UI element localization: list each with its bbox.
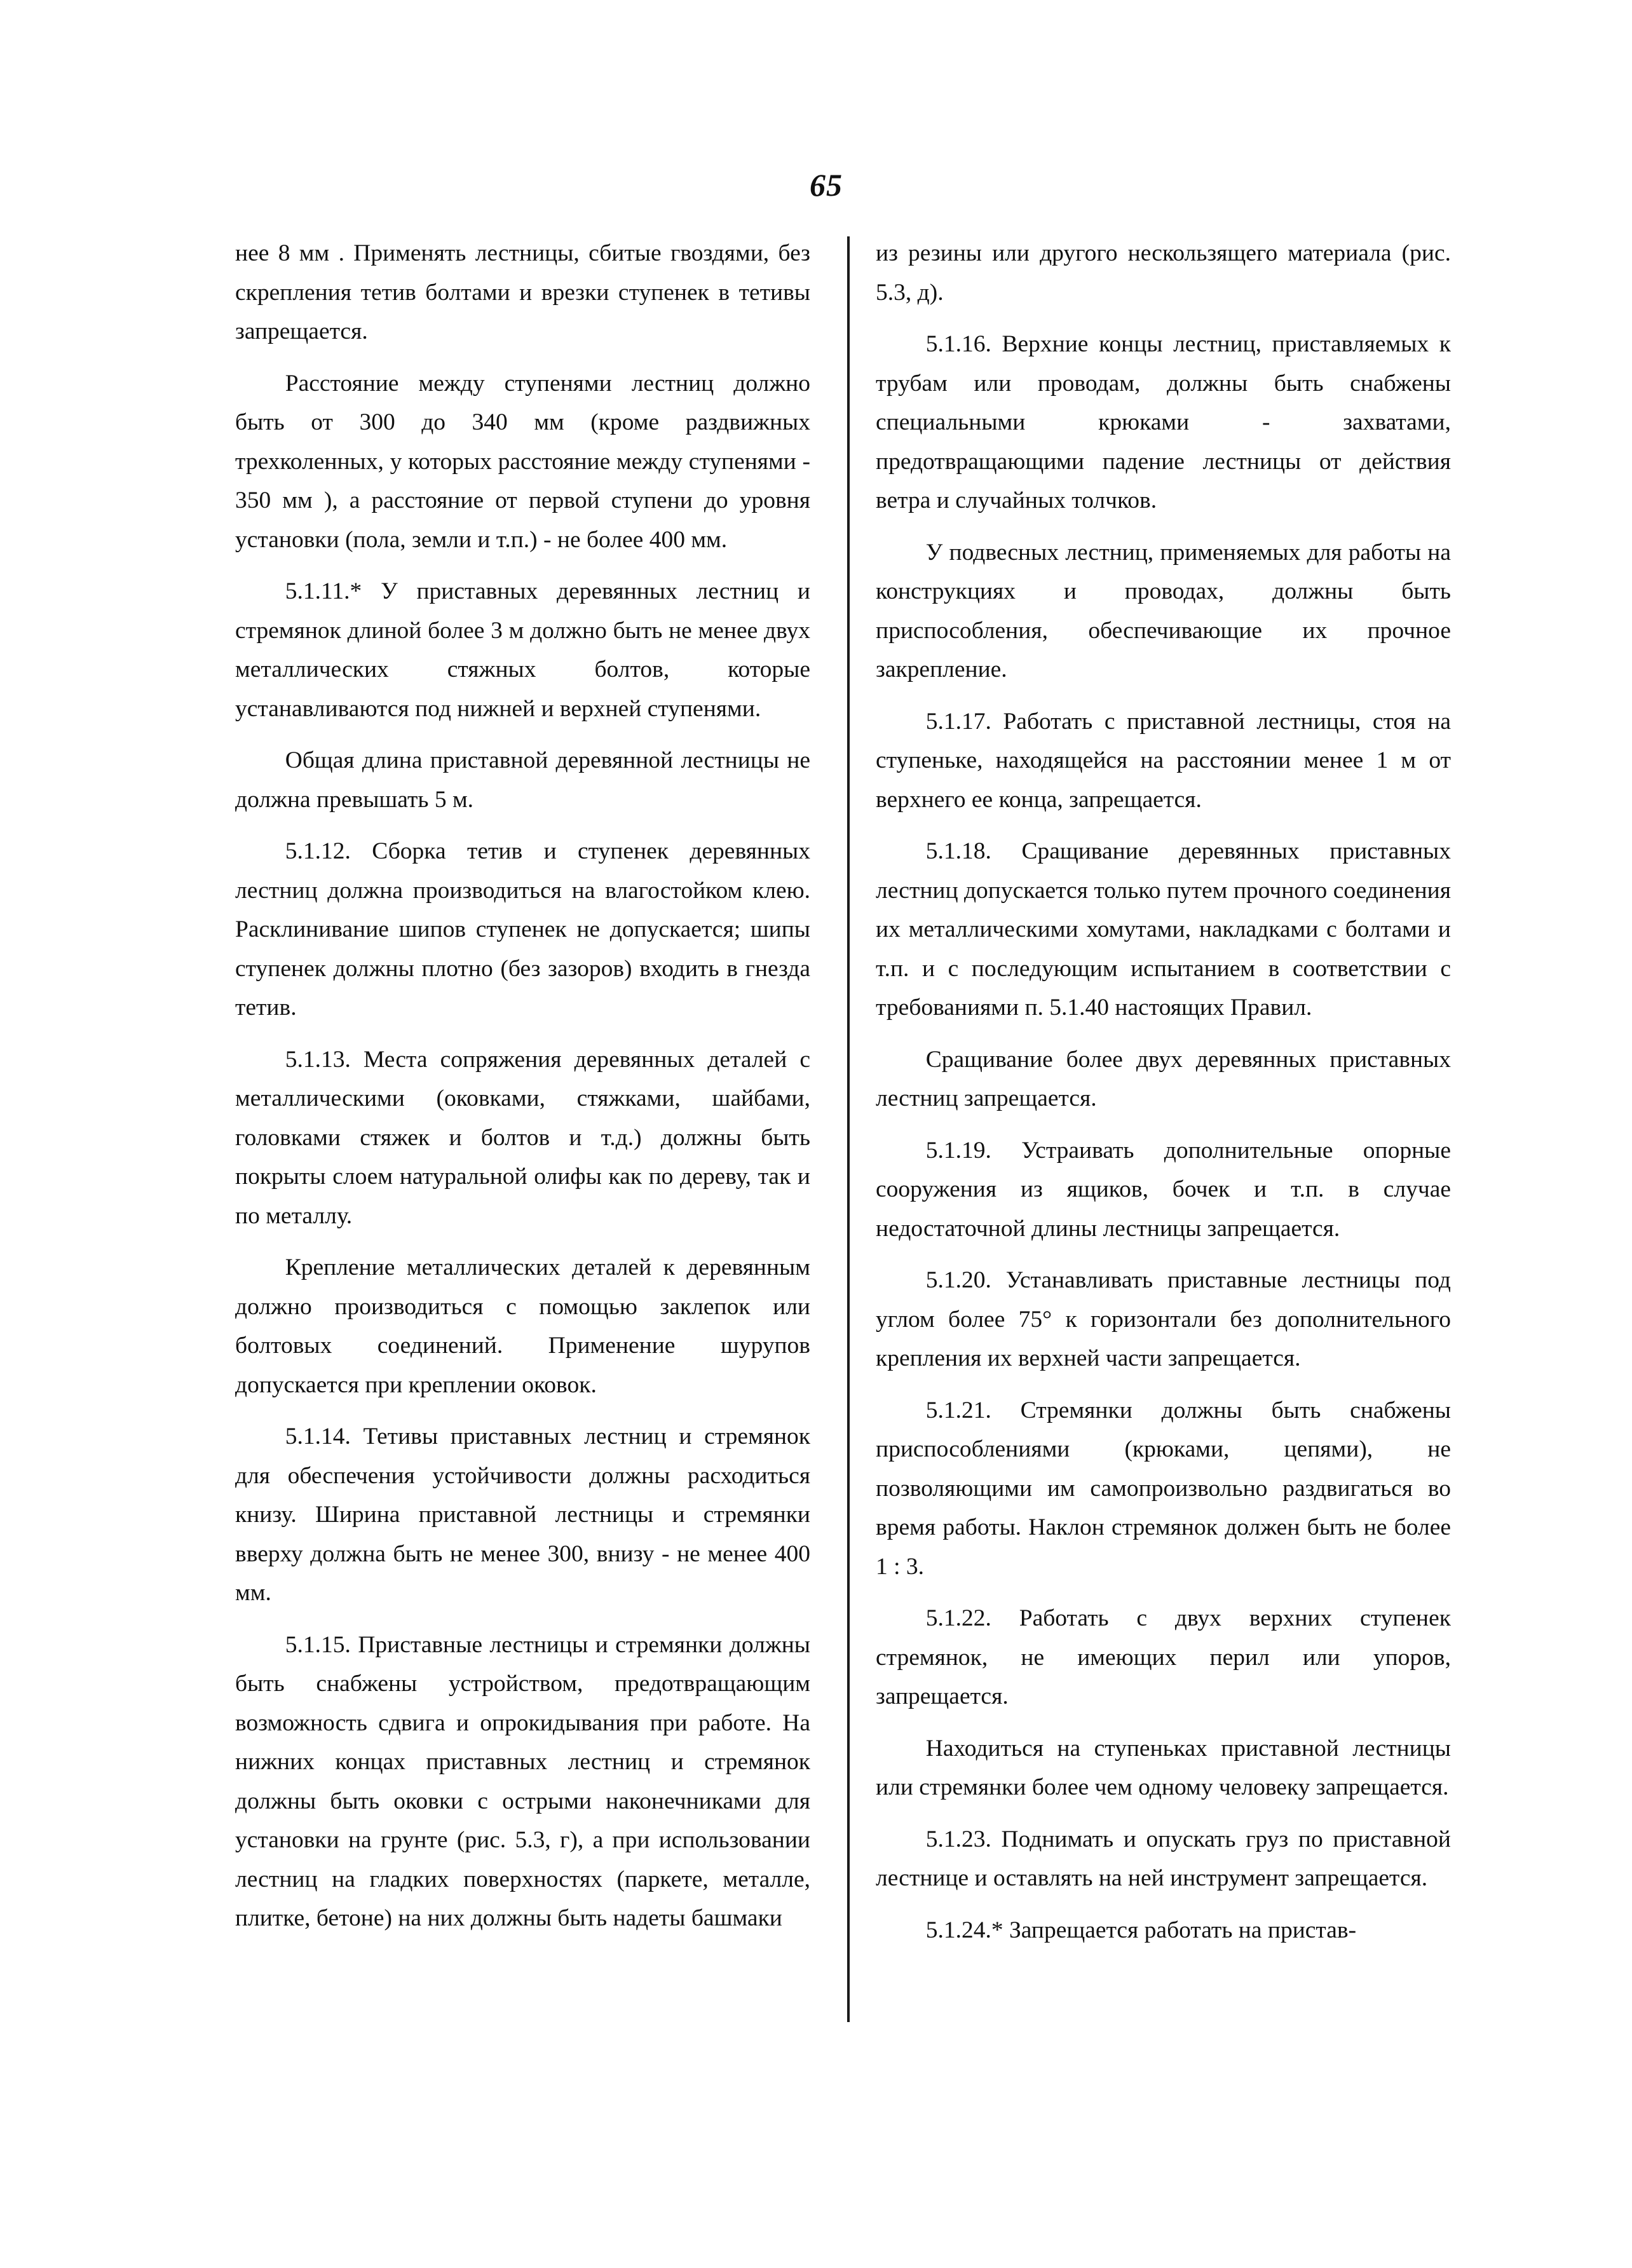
paragraph-5-1-20: 5.1.20. Устанавливать приставные лестницы под углом более 75° к горизонтали без дополнительного крепления их верхней части запрещается.	[876, 1267, 1451, 1371]
paragraph-suspended-ladders: У подвесных лестниц, применяемых для работы на конструкциях и проводах, должны быть приспособления, обеспечивающие их прочное закрепление.	[876, 539, 1451, 682]
column-divider	[847, 236, 850, 2022]
right-column	[876, 234, 1451, 1962]
paragraph-continuation: нее 8 мм . Применять лестницы, сбитые гвоздями, без скрепления тетив болтами и врезки ступенек в тетивы запрещается.	[235, 240, 810, 344]
paragraph-5-1-21: 5.1.21. Стремянки должны быть снабжены приспособлениями (крюками, цепями), не позволяющими им самопроизвольно раздвигаться во время работы. Наклон стремянок должен быть не более 1 : 3.	[876, 1397, 1451, 1580]
paragraph-5-1-14: 5.1.14. Тетивы приставных лестниц и стремянок для обеспечения устойчивости должны расходиться книзу. Ширина приставной лестницы и стремянки вверху должна быть не менее 300, внизу - не менее 400 мм.	[235, 1423, 810, 1606]
paragraph-5-1-15: 5.1.15. Приставные лестницы и стремянки должны быть снабжены устройством, предотвращающим возможность сдвига и опрокидывания при работе. На нижних концах приставных лестниц и стремянок должны быть оковки с острыми наконечниками для установки на грунте (рис. 5.3, г), а при использовании лестниц на гладких поверхностях (паркете, металле, плитке, бетоне) на них должны быть надеты башмаки	[235, 1631, 810, 1931]
paragraph-5-1-24: 5.1.24.* Запрещается работать на пристав-	[925, 1917, 1357, 1943]
paragraph-5-1-17: 5.1.17. Работать с приставной лестницы, стоя на ступеньке, находящейся на расстоянии менее 1 м от верхнего ее конца, запрещается.	[876, 708, 1451, 813]
paragraph-5-1-22: 5.1.22. Работать с двух верхних ступенек стремянок, не имеющих перил или упоров, запрещается.	[876, 1605, 1451, 1709]
paragraph-5-1-13: 5.1.13. Места сопряжения деревянных деталей с металлическими (оковками, стяжками, шайбами, головками стяжек и болтов и т.д.) должны быть покрыты слоем натуральной олифы как по дереву, так и по металлу.	[235, 1046, 810, 1229]
paragraph-5-1-11: 5.1.11.* У приставных деревянных лестниц и стремянок длиной более 3 м должно быть не менее двух металлических стяжных болтов, которые устанавливаются под нижней и верхней ступенями.	[235, 578, 810, 722]
paragraph-one-person: Находиться на ступеньках приставной лестницы или стремянки более чем одному человеку запрещается.	[876, 1735, 1451, 1800]
paragraph-5-1-16: 5.1.16. Верхние концы лестниц, приставляемых к трубам или проводам, должны быть снабжены специальными крюками - захватами, предотвращающими падение лестницы от действия ветра и случайных толчков.	[876, 331, 1451, 513]
paragraph-5-1-19: 5.1.19. Устраивать дополнительные опорные сооружения из ящиков, бочек и т.п. в случае недостаточной длины лестницы запрещается.	[876, 1137, 1451, 1242]
paragraph-5-1-12: 5.1.12. Сборка тетив и ступенек деревянных лестниц должна производиться на влагостойком клею. Расклинивание шипов ступенек не допускается; шипы ступенек должны плотно (без зазоров) входить в гнезда тетив.	[235, 838, 810, 1021]
paragraph-total-length: Общая длина приставной деревянной лестницы не должна превышать 5 м.	[235, 747, 810, 813]
paragraph-5-1-18: 5.1.18. Сращивание деревянных приставных лестниц допускается только путем прочного соединения их металлическими хомутами, накладками с болтами и т.п. и с последующим испытанием в соответствии с требованиями п. 5.1.40 настоящих Правил.	[876, 838, 1451, 1021]
paragraph-step-spacing: Расстояние между ступенями лестниц должно быть от 300 до 340 мм (кроме раздвижных трехколенных, у которых расстояние между ступенями - 350 мм ), а расстояние от первой ступени до уровня установки (пола, земли и т.п.) - не более 400 мм.	[235, 370, 810, 553]
left-column	[235, 234, 810, 1951]
paragraph-splicing-limit: Сращивание более двух деревянных приставных лестниц запрещается.	[876, 1046, 1451, 1111]
paragraph-5-1-23: 5.1.23. Поднимать и опускать груз по приставной лестнице и оставлять на ней инструмент запрещается.	[876, 1826, 1451, 1891]
paragraph-continuation: из резины или другого нескользящего материала (рис. 5.3, д).	[876, 240, 1451, 306]
page-number: 65	[810, 167, 843, 203]
paragraph-metal-fastening: Крепление металлических деталей к деревянным должно производиться с помощью заклепок или болтовых соединений. Применение шурупов допускается при креплении оковок.	[235, 1254, 810, 1398]
